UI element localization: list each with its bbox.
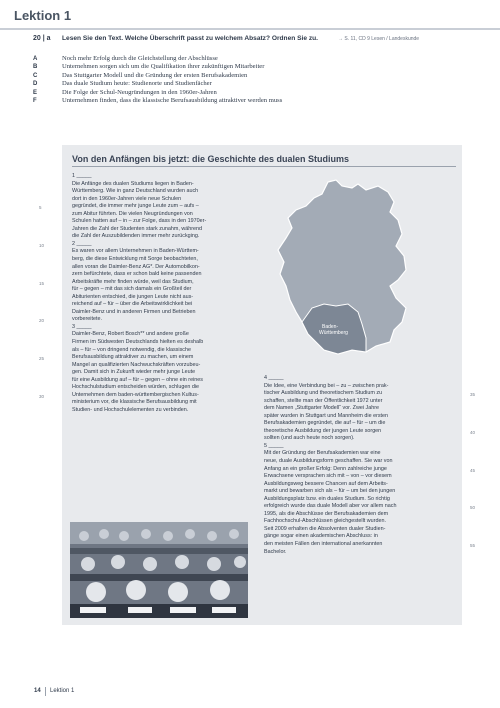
article-line	[264, 541, 476, 549]
line-text: Unternehmen dem baden-württembergischen Kultus-	[72, 391, 199, 398]
line-text: Mangel an qualifizierten Nachwuchskräften vorzubeu-	[72, 361, 201, 368]
article-line	[264, 481, 454, 489]
map-label-line1: Baden-	[322, 324, 339, 330]
article-line	[72, 233, 272, 241]
line-text: zum Abitur führten. Die vielen Neugründungen von	[72, 210, 193, 217]
article-line	[72, 362, 272, 370]
line-text: Daimler-Benz und in anderen Firmen und Betrieben	[72, 308, 196, 315]
line-text: berg, die diese Entwicklung mit Sorge beobachteten,	[72, 256, 198, 263]
article-line	[264, 450, 454, 458]
line-text: erfolgreich wurde das duale Modell aber vor allem nach	[264, 503, 397, 510]
line-number: 30	[39, 393, 45, 399]
page-title: Lektion 1	[14, 8, 72, 23]
line-text: Hochschulstudium entscheiden würden, schlugen die	[72, 384, 200, 391]
line-text: Die Anfänge des dualen Studiums liegen in Baden-	[72, 180, 194, 187]
option-letter: A	[33, 56, 38, 62]
line-text: 1995, als die Abschlüsse der Berufsakademien dem	[264, 510, 389, 517]
article-line	[264, 398, 454, 406]
article-column-left	[39, 173, 272, 415]
article-line	[264, 375, 454, 383]
line-text: gen. Damit sich in Zukunft wieder mehr junge Leute	[72, 369, 196, 376]
article-line	[39, 240, 272, 249]
line-text: dem Namen „Stuttgarter Modell“ vor. Zwei Jahre	[264, 405, 380, 412]
article-line	[72, 173, 272, 181]
option-item	[33, 55, 463, 63]
article-line	[72, 369, 272, 377]
line-text: Jahren die Zahl der Studenten stark zunahm, während	[72, 225, 203, 232]
article-line	[264, 488, 454, 496]
article-line	[72, 286, 272, 294]
article-line	[72, 294, 272, 302]
task-number: 20 | a	[33, 35, 51, 42]
line-number: 35	[470, 392, 476, 398]
option-text: Das Stuttgarter Modell und die Gründung der ersten Berufsakademien	[62, 71, 248, 79]
article-line	[264, 518, 454, 526]
header-divider	[0, 28, 500, 30]
line-text: für – gegen – mit das sich damals ein Großteil der	[72, 286, 192, 293]
article-line	[264, 435, 454, 443]
line-text: als – für – von dringend notwendig, die klassische	[72, 346, 191, 353]
article-line	[72, 218, 272, 226]
article-line	[39, 278, 272, 287]
line-text: Es waren vor allem Unternehmen in Baden-Württem-	[72, 248, 199, 255]
line-number: 15	[39, 280, 45, 286]
line-number: 25	[39, 356, 45, 362]
article-line	[39, 316, 272, 324]
line-text: vorbereitete.	[72, 316, 102, 323]
line-number: 50	[470, 505, 476, 511]
line-text: reichend auf – für – über die Arbeitswirklichkeit bei	[72, 301, 193, 308]
line-number: 10	[39, 242, 45, 248]
option-item	[33, 72, 463, 80]
option-letter: C	[33, 72, 38, 79]
line-text: ministerium vor, die klassische Berufsausbildung mit	[72, 399, 197, 406]
line-text: Schulen hatten auf – in – zur Folge, dass in den 1970er-	[72, 218, 207, 225]
article-line	[72, 301, 272, 309]
task-reference: → S. 11, CD 9 Lesen / Landeskunde	[338, 36, 420, 42]
option-text: Die Folge der Schul-Neugründungen in den 1960er-Jahren	[62, 88, 217, 96]
footer-label: Lektion 1	[50, 688, 75, 694]
option-text: Unternehmen finden, dass die klassische Berufsausbildung attraktiver werden muss	[62, 97, 283, 105]
line-text: Berufsakademien gegründet, die auf – für – um die	[264, 420, 386, 427]
line-text: Die Idee, eine Verbindung bei – zu – zwischen prak-	[264, 382, 389, 389]
article-line	[72, 407, 272, 415]
line-text: Erwachsene versprachen sich mit – von – vor diesem	[264, 473, 392, 480]
line-text: Mit der Gründung der Berufsakademien war eine	[264, 450, 381, 457]
line-text: Firmen im Südwesten Deutschlands hielten es deshalb	[72, 339, 204, 346]
line-text: Arbeitskräfte mehr finden würde, weil das Studium,	[72, 278, 194, 285]
line-number: 40	[470, 429, 476, 435]
line-text: für eine Ausbildung auf – für – gegen – ohne ein reines	[72, 376, 203, 383]
line-text: 1 _____	[72, 173, 92, 179]
article-line	[264, 420, 454, 428]
article-line	[264, 526, 454, 534]
option-item	[33, 89, 463, 97]
task-instruction: Lesen Sie den Text. Welche Überschrift passt zu welchem Absatz? Ordnen Sie zu.	[62, 35, 318, 42]
article-line	[72, 256, 272, 264]
line-text: Fachhochschul-Abschlüssen gleichgestellt wurden.	[264, 518, 386, 525]
line-number: 45	[470, 467, 476, 473]
footer-divider	[45, 687, 46, 696]
line-text: dort in den 1960er-Jahren viele neue Schulen	[72, 195, 182, 202]
line-text: allen voran die Daimler-Benz AG*. Der Automobilkon-	[72, 263, 200, 270]
article-line	[264, 383, 454, 391]
page-number: 14	[34, 688, 41, 694]
article-line	[72, 248, 272, 256]
line-text: 3 _____	[72, 323, 92, 330]
option-letter: B	[33, 64, 38, 71]
option-text: Das duale Studium heute: Studienorte und Studienfächer	[62, 80, 212, 88]
article-line	[72, 226, 272, 234]
article-column-right	[264, 375, 476, 556]
line-text: gegründet, die immer mehr junge Leute zum – aufs –	[72, 203, 199, 210]
article-line	[264, 390, 476, 398]
line-text: gänge sogar einen akademischen Abschluss: in	[264, 533, 378, 540]
option-text: Noch mehr Erfolg durch die Gleichstellung der Abschlüsse	[62, 55, 218, 62]
article-line	[264, 427, 476, 436]
line-text: Ausbildungsplatz bzw. ein duales Studium. So richtig	[264, 495, 390, 502]
article-line	[39, 354, 272, 362]
line-text: Seit 2009 erhalten die Absolventen dualer Studien-	[264, 525, 386, 532]
article-line	[264, 458, 454, 466]
line-text: tischer Ausbildung und theoretischem Studium zu	[264, 390, 383, 397]
line-text: Anfang an ein großer Erfolg: Denn zahlreiche junge	[264, 465, 387, 472]
article-line	[72, 399, 272, 407]
line-text: Abiturienten entschied, die jungen Leute nicht aus-	[72, 293, 194, 300]
article-line	[264, 549, 454, 557]
option-letter: E	[33, 89, 38, 96]
line-number: 20	[39, 318, 45, 324]
line-number: 55	[470, 543, 476, 549]
line-text: Bachelor.	[264, 548, 287, 555]
line-text: theoretische Ausbildung der jungen Leute sorgen	[264, 427, 382, 434]
article-line	[72, 181, 272, 189]
line-text: schaffen, stellte man der Öffentlichkeit 1972 unter	[264, 397, 383, 404]
article-line	[264, 496, 454, 504]
article-line	[264, 533, 454, 541]
article-line	[72, 377, 272, 385]
students-lecture-photo	[70, 522, 248, 618]
option-text: Unternehmen sorgen sich um die Qualifikation ihrer zukünftigen Mitarbeiter	[62, 63, 265, 71]
article-line	[72, 211, 272, 219]
heading-options-list	[33, 55, 463, 105]
article-line	[72, 339, 272, 347]
article-line	[264, 503, 476, 511]
line-text: Daimler-Benz, Robert Bosch** und andere große	[72, 331, 189, 338]
germany-map	[266, 176, 416, 366]
option-item	[33, 80, 463, 88]
line-text: später wurden in Stuttgart und Mannheim die ersten	[264, 412, 389, 419]
line-text: Berufsausbildung attraktiver zu machen, um einem	[72, 354, 194, 361]
article-line	[264, 443, 454, 451]
line-text: 5 _____	[264, 442, 284, 449]
article-line	[72, 331, 272, 339]
line-text: Ausbildungsweg bessere Chancen auf dem Arbeits-	[264, 480, 388, 487]
article-title: Von den Anfängen bis jetzt: die Geschichte des dualen Studiums	[72, 154, 350, 164]
option-item	[33, 97, 463, 105]
line-text: sollten (und auch heute noch sorgen).	[264, 435, 355, 442]
article-line	[264, 413, 454, 421]
article-title-rule	[72, 166, 456, 167]
option-letter: F	[33, 98, 37, 105]
line-text: den meisten Fällen den international anerkannten	[264, 541, 383, 548]
line-text: markt und bewarben sich als – für – um bei den jungen	[264, 488, 396, 495]
article-line	[72, 324, 272, 332]
article-line	[72, 384, 272, 392]
line-text: Studien- und Hochschulelementen zu verbinden.	[72, 406, 189, 413]
article-line	[264, 511, 454, 519]
article-line	[264, 473, 454, 481]
article-line	[72, 347, 272, 355]
article-line	[264, 405, 454, 413]
line-text: zern befürchtete, dass er schon bald keine passenden	[72, 271, 202, 278]
article-line	[72, 196, 272, 204]
option-letter: D	[33, 81, 38, 88]
article-line	[72, 264, 272, 272]
article-line	[72, 271, 272, 279]
article-line	[264, 465, 476, 474]
line-text: 2 _____	[72, 240, 92, 247]
article-line	[39, 391, 272, 400]
map-label-line2: Württemberg	[319, 330, 348, 336]
line-number: 5	[39, 205, 42, 211]
article-line	[72, 309, 272, 317]
line-text: 4 _____	[264, 375, 284, 381]
article-line	[39, 203, 272, 211]
line-text: die Zahl der Auszubildenden immer mehr zurückging.	[72, 233, 200, 240]
line-text: neue, duale Ausbildungsform geschaffen. Sie war von	[264, 458, 393, 465]
option-item	[33, 63, 463, 71]
article-line	[72, 188, 272, 196]
line-text: Württemberg. Wie in ganz Deutschland wurden auch	[72, 188, 199, 195]
